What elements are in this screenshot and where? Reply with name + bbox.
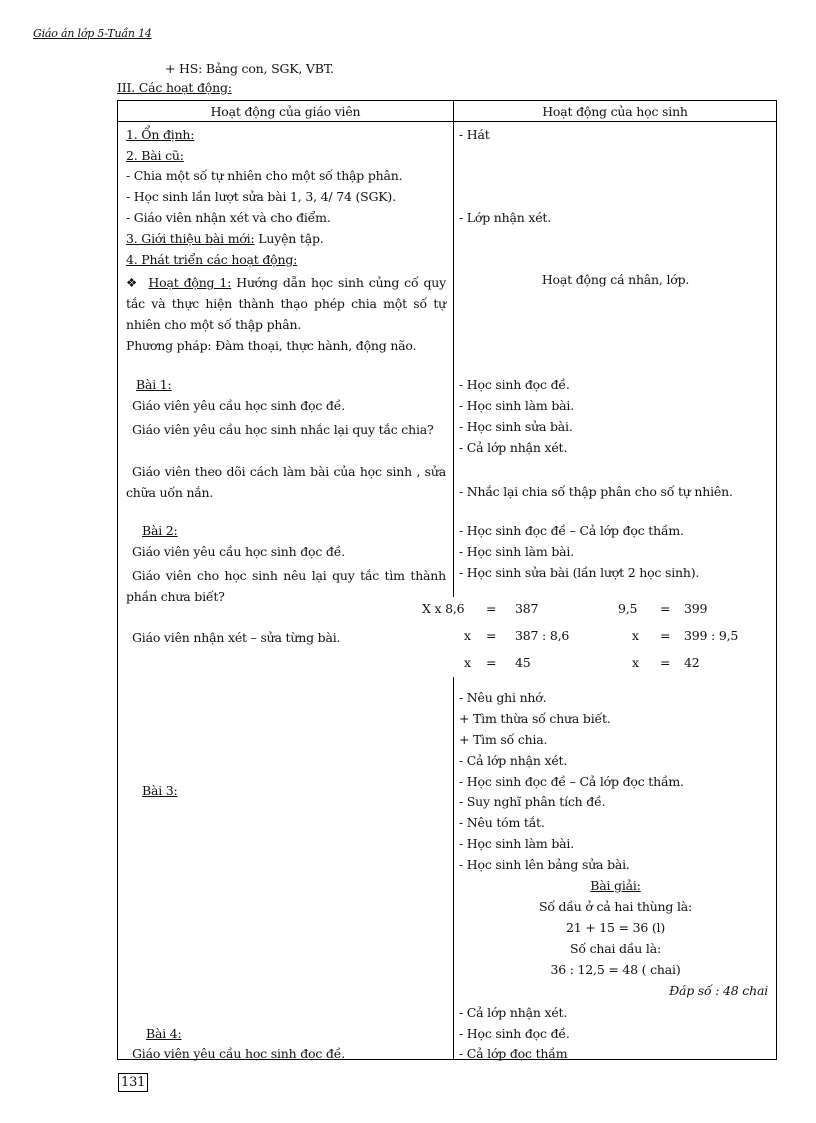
teacher-text: - Học sinh lần lượt sửa bài 1, 3, 4/ 74 (SGK).: [126, 189, 396, 204]
teacher-text: Giáo viên yêu cầu học sinh đọc đề.: [132, 398, 345, 413]
calc-cell: =: [660, 655, 671, 670]
item-gioi-thieu: [126, 231, 324, 246]
student-text: - Cả lớp đọc thầm: [459, 1046, 568, 1061]
student-text: - Cả lớp nhận xét.: [459, 753, 568, 768]
student-text: - Hát: [459, 127, 490, 142]
solution-line: Số chai dầu là:: [569, 941, 661, 956]
student-text: - Học sinh đọc đề.: [459, 377, 570, 392]
calculation-block: [420, 597, 775, 677]
bai-4-label: Bài 4:: [146, 1026, 182, 1041]
teacher-text: - Giáo viên nhận xét và cho điểm.: [126, 210, 331, 225]
calc-cell: 42: [684, 655, 700, 670]
student-text: - Học sinh làm bài.: [459, 836, 574, 851]
teacher-text: Giáo viên nhận xét – sửa từng bài.: [132, 630, 341, 645]
calc-cell: 399: [684, 601, 708, 616]
student-text: - Học sinh đọc đề – Cả lớp đọc thầm.: [459, 523, 684, 538]
student-heading: Hoạt động cá nhân, lớp.: [541, 272, 690, 287]
teacher-text: Giáo viên yêu cầu học sinh nhắc lại quy tắc chia?: [132, 422, 434, 437]
materials-line: + HS: Bảng con, SGK, VBT.: [165, 61, 334, 76]
calc-cell: =: [486, 628, 497, 643]
student-text: + Tìm thừa số chưa biết.: [459, 711, 611, 726]
calc-cell: x: [632, 628, 639, 643]
calc-cell: 387: [515, 601, 539, 616]
item-on-dinh: 1. Ổn định:: [126, 127, 195, 142]
calc-cell: =: [486, 655, 497, 670]
page-header: Giáo án lớp 5-Tuần 14: [33, 27, 152, 40]
calc-cell: 45: [515, 655, 531, 670]
teacher-column-header: Hoạt động của giáo viên: [118, 101, 454, 122]
student-text: - Cả lớp nhận xét.: [459, 1005, 568, 1020]
student-text: - Suy nghĩ phân tích đề.: [459, 794, 606, 809]
bai-2-label: Bài 2:: [142, 523, 178, 538]
calc-cell: x: [464, 655, 471, 670]
student-text: - Nêu tóm tắt.: [459, 815, 545, 830]
student-text: - Học sinh làm bài.: [459, 398, 574, 413]
solution-line: 36 : 12,5 = 48 ( chai): [550, 962, 681, 977]
teacher-text: Giáo viên theo dõi cách làm bài của học sinh , sửa chữa uốn nắn.: [126, 464, 446, 500]
page-number: 131: [118, 1073, 148, 1092]
student-text: - Học sinh sửa bài.: [459, 419, 573, 434]
teacher-text: - Chia một số tự nhiên cho một số thập phân.: [126, 168, 403, 183]
calc-cell: X x 8,6: [422, 601, 465, 616]
item-bai-cu: 2. Bài cũ:: [126, 148, 184, 163]
student-text: - Học sinh làm bài.: [459, 544, 574, 559]
teacher-text: Giáo viên yêu cầu học sinh đọc đề.: [132, 1046, 345, 1061]
hoat-dong-1-label: Hoạt động 1:: [148, 275, 232, 290]
student-text: - Học sinh đọc đề.: [459, 1026, 570, 1041]
phuong-phap: Phương pháp: Đàm thoại, thực hành, động não.: [126, 338, 417, 353]
calc-cell: =: [660, 601, 671, 616]
calc-cell: =: [486, 601, 497, 616]
student-text: - Học sinh lên bảng sửa bài.: [459, 857, 630, 872]
student-text: - Lớp nhận xét.: [459, 210, 552, 225]
bai-3-label: Bài 3:: [142, 783, 178, 798]
student-text: - Cả lớp nhận xét.: [459, 440, 568, 455]
calc-cell: =: [660, 628, 671, 643]
solution-answer: Đáp số : 48 chai: [669, 983, 768, 998]
solution-title: Bài giải:: [590, 878, 641, 893]
hoat-dong-1: [126, 272, 446, 335]
teacher-column: [118, 122, 454, 1060]
solution-line: 21 + 15 = 36 (l): [565, 920, 666, 935]
diamond-bullet-icon: ❖: [126, 275, 139, 290]
bai-1-label: Bài 1:: [136, 377, 172, 392]
teacher-text: Giáo viên yêu cầu học sinh đọc đề.: [132, 544, 345, 559]
activity-table: [117, 100, 777, 1060]
student-text: - Học sinh đọc đề – Cả lớp đọc thầm.: [459, 774, 684, 789]
gioi-thieu-label: 3. Giới thiệu bài mới:: [126, 231, 255, 246]
hoat-dong-1-text: Hướng dẫn học sinh củng cố quy tắc và thực hiện thành thạo phép chia một số tự nhiên cho một số thập phân.: [126, 275, 446, 332]
student-text: - Nhắc lại chia số thập phân cho số tự nhiên.: [459, 484, 733, 499]
calc-cell: 9,5: [618, 601, 638, 616]
student-text: - Học sinh sửa bài (lần lượt 2 học sinh).: [459, 565, 700, 580]
student-column-header: Hoạt động của học sinh: [454, 101, 777, 122]
solution-line: Số dầu ở cả hai thùng là:: [538, 899, 693, 914]
gioi-thieu-value: Luyện tập.: [254, 231, 324, 246]
section-title: III. Các hoạt động:: [117, 80, 232, 95]
calc-cell: 387 : 8,6: [515, 628, 570, 643]
calc-cell: x: [464, 628, 471, 643]
calc-cell: x: [632, 655, 639, 670]
student-text: - Nêu ghi nhớ.: [459, 690, 547, 705]
teacher-text: Giáo viên cho học sinh nêu lại quy tắc tìm thành phần chưa biết?: [126, 568, 446, 604]
calc-cell: 399 : 9,5: [684, 628, 739, 643]
item-phat-trien: 4. Phát triển các hoạt động:: [126, 252, 298, 267]
student-text: + Tìm số chia.: [459, 732, 548, 747]
student-column: [454, 122, 777, 1060]
